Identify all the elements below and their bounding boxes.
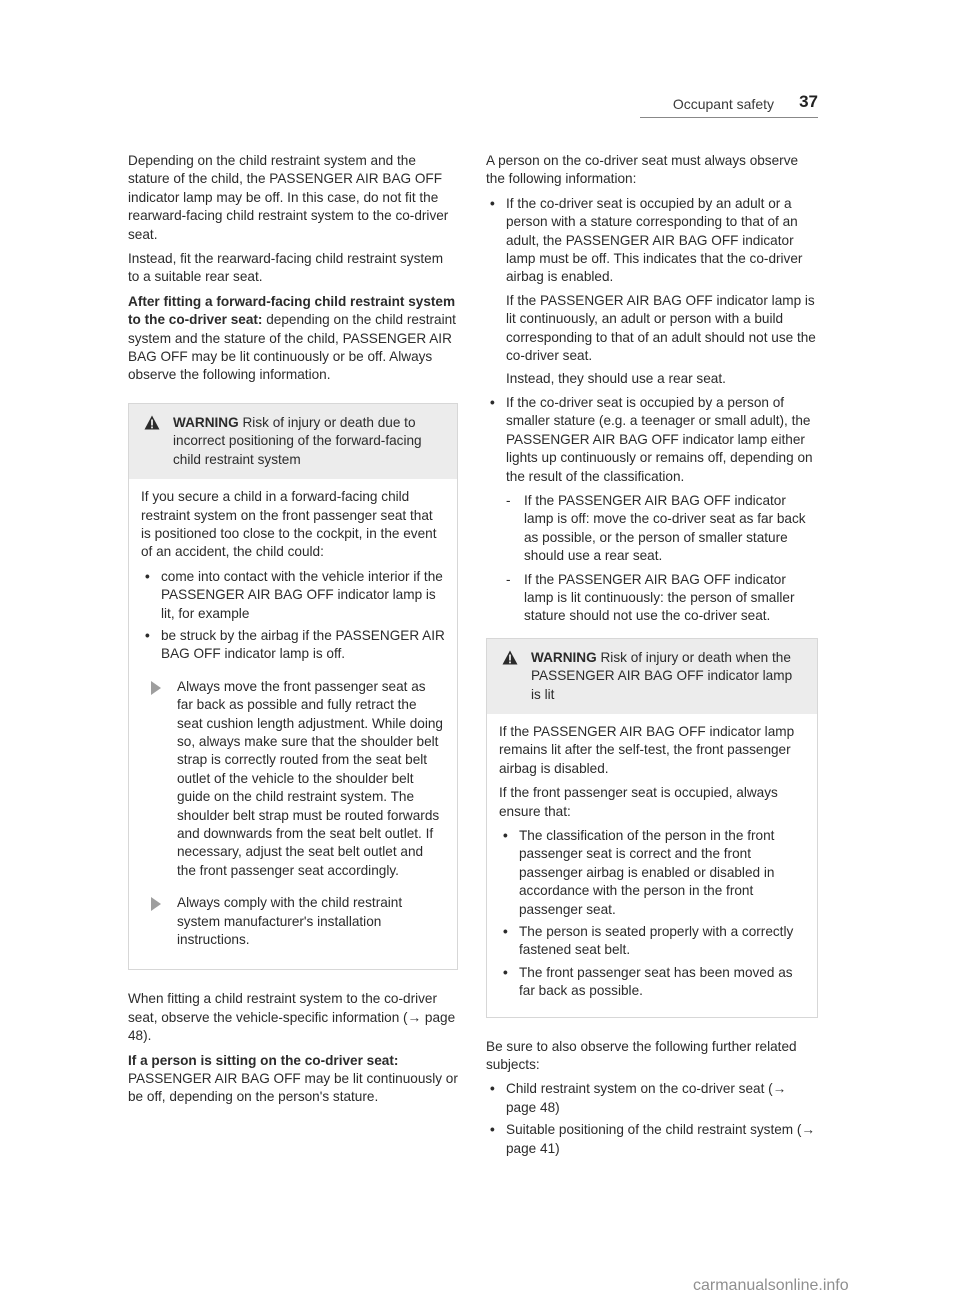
warning-box: [486, 638, 818, 1018]
list-item-text: Instead, they should use a rear seat.: [506, 371, 726, 387]
list-item-text: The person is seated properly with a correctly fastened seat belt.: [519, 924, 794, 958]
page-number: 37: [799, 92, 818, 111]
warning-header: [129, 404, 457, 479]
bullet-icon: •: [503, 828, 508, 843]
bullet-icon: •: [145, 627, 150, 643]
warning-label: WARNING: [531, 649, 597, 665]
warning-box: [128, 403, 458, 971]
warning-triangle-icon: [502, 650, 518, 665]
paragraph: Depending on the child restraint system and the stature of the child, the PASSENGER AIR BAG OFF indicator lamp may be off. In this case, do not fit the rearward-facing child restraint system to the co-driver seat.: [128, 153, 449, 242]
list-item: [141, 627, 445, 664]
paragraph: PASSENGER AIR BAG OFF may be lit continuously or be off, depending on the person's stature.: [128, 1071, 458, 1105]
list-item-text: If the co-driver seat is occupied by an adult or a person with a stature corresponding to that of an adult, the PASSENGER AIR BAG OFF indicator lamp must be off. This indicates that the co-driver airbag is enabled.: [506, 195, 803, 285]
list-item: [499, 827, 805, 919]
related-link[interactable]: Suitable positioning of the child restraint system (→ page 41): [506, 1122, 816, 1156]
warning-title: Risk of injury or death due to incorrect positioning of the forward-facing child restraint system: [173, 414, 422, 467]
paragraph: A person on the co-driver seat must always observe the following information:: [486, 153, 799, 187]
list-item: [486, 394, 818, 626]
related-list: [486, 1080, 818, 1158]
bullet-icon: •: [503, 964, 508, 980]
bullet-icon: •: [503, 924, 508, 940]
dash-item: [506, 492, 818, 566]
bullet-list: [141, 568, 445, 664]
step-arrow-icon: [151, 681, 161, 695]
list-item-text: If the co-driver seat is occupied by a person of smaller stature (e.g. a teenager or small adult), the PASSENGER AIR BAG OFF indicator lamp either lights up continuously or remains off, depending on the result of the classification.: [506, 394, 813, 484]
step-arrow-icon: [151, 897, 161, 911]
warning-title: Risk of injury or death when the PASSENGER AIR BAG OFF indicator lamp is lit: [531, 649, 793, 702]
paragraph: Instead, fit the rearward-facing child restraint system to a suitable rear seat.: [128, 251, 444, 285]
list-item-text: be struck by the airbag if the PASSENGER AIR BAG OFF indicator lamp is off.: [161, 627, 445, 662]
page-header: [640, 93, 818, 119]
list-item: [499, 923, 805, 960]
related-link[interactable]: Child restraint system on the co-driver seat (→ page 48): [506, 1081, 787, 1115]
watermark: carmanualsonline.info: [693, 1277, 849, 1294]
list-item-text: The front passenger seat has been moved as far back as possible.: [519, 964, 793, 999]
instruction-step: [141, 894, 445, 949]
bullet-list: [499, 827, 805, 1001]
paragraph-text: depending on the child restraint system and the stature of the child, PASSENGER AIR BAG OFF may be lit continuously or be off. Always observe the following information.: [128, 312, 456, 383]
list-item: [499, 964, 805, 1001]
bullet-list: [486, 195, 818, 626]
list-item: [486, 1121, 818, 1158]
right-column: [486, 152, 818, 1162]
dash-item-text: If the PASSENGER AIR BAG OFF indicator lamp is lit continuously: the person of smaller stature should not use the co-driver seat.: [524, 571, 795, 624]
paragraph-heading: After fitting a forward-facing child restraint system to the co-driver seat:: [128, 293, 456, 328]
paragraph: Be sure to also observe the following further related subjects:: [486, 1038, 797, 1073]
list-item: [486, 195, 818, 389]
left-column: [128, 152, 458, 1113]
section-title: Occupant safety: [672, 96, 774, 112]
instruction-step: [141, 678, 445, 880]
paragraph: [128, 293, 458, 385]
bullet-icon: •: [490, 1081, 495, 1097]
warning-label: WARNING: [173, 414, 239, 430]
warning-text: If you secure a child in a forward-facing child restraint system on the front passenger seat that is positioned too close to the cockpit, in the event of an accident, the child could:: [141, 489, 437, 560]
dash-icon: -: [506, 571, 511, 587]
step-text: Always move the front passenger seat as far back as possible and fully retract the seat cushion length adjustment. While doing so, always make sure that the shoulder belt strap is correctly routed from the seat belt outlet of the vehicle to the shoulder belt guide on the child restraint system. The shoulder belt strap must be routed forwards and downwards from the seat belt outlet. If necessary, adjust the seat belt outlet and the front passenger seat accordingly.: [177, 678, 443, 878]
bullet-icon: •: [490, 195, 495, 211]
warning-body: [129, 479, 457, 969]
header-rule: [640, 117, 818, 118]
list-item: [141, 568, 445, 623]
bullet-icon: •: [490, 394, 495, 410]
dash-item: [506, 571, 818, 626]
warning-text: If the front passenger seat is occupied, always ensure that:: [499, 785, 778, 819]
warning-text: If the PASSENGER AIR BAG OFF indicator lamp remains lit after the self-test, the front passenger airbag is disabled.: [499, 723, 795, 776]
dash-item-text: If the PASSENGER AIR BAG OFF indicator lamp is off: move the co-driver seat as far back as possible, or the person of smaller stature should use a rear seat.: [524, 492, 806, 564]
step-text: Always comply with the child restraint system manufacturer's installation instructions.: [177, 895, 403, 948]
paragraph-heading: If a person is sitting on the co-driver seat:: [128, 1052, 399, 1068]
dash-list: [506, 492, 818, 626]
warning-triangle-icon: [144, 415, 160, 430]
list-item: [486, 1080, 818, 1117]
warning-header: [487, 639, 817, 714]
bullet-icon: •: [490, 1122, 495, 1138]
dash-icon: -: [506, 492, 511, 508]
paragraph: When fitting a child restraint system to the co-driver seat, observe the vehicle-specific information (→ page 48).: [128, 991, 456, 1044]
list-item-text: If the PASSENGER AIR BAG OFF indicator lamp is lit continuously, an adult or person with a build corresponding to that of an adult should not use the co-driver seat.: [506, 292, 816, 364]
bullet-icon: •: [145, 568, 150, 584]
warning-body: [487, 714, 817, 1017]
list-item-text: come into contact with the vehicle interior if the PASSENGER AIR BAG OFF indicator lamp is lit, for example: [161, 568, 443, 621]
list-item-text: The classification of the person in the front passenger seat is correct and the front passenger airbag is enabled or disabled in accordance with the person in the front passenger seat.: [519, 828, 775, 917]
